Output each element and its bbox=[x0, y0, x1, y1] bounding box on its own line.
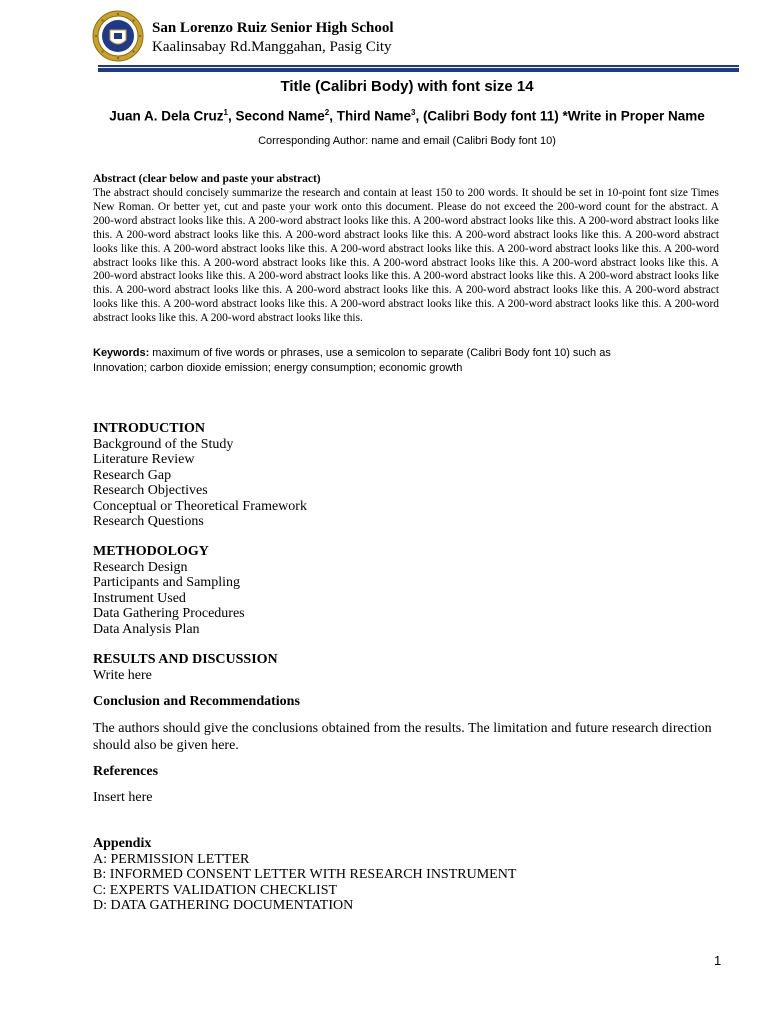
conclusion-text: The authors should give the conclusions obtained from the results. The limitation and future research direction should also be given here. bbox=[93, 721, 712, 753]
abstract-heading: Abstract (clear below and paste your abstract) bbox=[93, 173, 321, 185]
list-item: Background of the Study bbox=[93, 436, 234, 452]
document-header bbox=[92, 10, 394, 62]
school-name: San Lorenzo Ruiz Senior High School bbox=[152, 20, 394, 36]
abstract-body: The abstract should concisely summarize the research and contain at least 150 to 200 words. It should be set in 10-point font size Times New Roman. Or better yet, cut and paste your work onto this document. Please do not exceed the 200-word count for the abstract. A 200-word abstract looks like this. A 200-word abstract looks like this. A 200-word abstract looks like this. A 200-word abstract looks like this. A 200-word abstract looks like this. A 200-word abstract looks like this. A 200-word abstract looks like this. A 200-word abstract looks like this. A 200-word abstract looks like this. A 200-word abstract looks like this. A 200-word abstract looks like this. A 200-word abstract looks like this. A 200-word abstract looks like this. A 200-word abstract looks like this. A 200-word abstract looks like this. A 200-word abstract looks like this. A 200-word abstract looks like this. A 200-word abstract looks like this. A 200-word abstract looks like this. A 200-word abstract looks like this. A 200-word abstract looks like this. A 200-word abstract looks like this. A 200-word abstract looks like this. A 200-word abstract looks like this. A 200-word abstract looks like this. A 200-word abstract looks like this. A 200-word abstract looks like this. A 200-word abstract looks like this. bbox=[93, 187, 719, 325]
school-address: Kaalinsabay Rd.Manggahan, Pasig City bbox=[152, 39, 392, 55]
author-line bbox=[0, 108, 768, 124]
list-item: D: DATA GATHERING DOCUMENTATION bbox=[93, 898, 354, 913]
results-heading: RESULTS AND DISCUSSION bbox=[93, 652, 278, 667]
results-text: Write here bbox=[93, 667, 152, 683]
introduction-heading: INTRODUCTION bbox=[93, 421, 206, 436]
list-item: Research Objectives bbox=[93, 483, 208, 498]
school-info bbox=[152, 10, 394, 57]
header-rule-thick bbox=[98, 68, 739, 72]
author-3-affil: 3 bbox=[410, 108, 416, 117]
list-item: Research Design bbox=[93, 559, 188, 575]
keywords-line-1: maximum of five words or phrases, use a semicolon to separate (Calibri Body font 10) such as bbox=[149, 347, 611, 359]
author-2: , Second Name bbox=[227, 108, 325, 124]
author-2-affil: 2 bbox=[324, 108, 330, 117]
list-item: B: INFORMED CONSENT LETTER WITH RESEARCH INSTRUMENT bbox=[93, 867, 517, 882]
methodology-heading: METHODOLOGY bbox=[93, 544, 209, 559]
appendix-section bbox=[93, 836, 516, 914]
references-text: Insert here bbox=[93, 790, 153, 805]
author-note: , (Calibri Body font 11) *Write in Proper Name bbox=[415, 108, 705, 124]
list-item: Data Gathering Procedures bbox=[93, 606, 245, 621]
list-item: C: EXPERTS VALIDATION CHECKLIST bbox=[93, 882, 338, 898]
list-item: Participants and Sampling bbox=[93, 575, 240, 590]
appendix-heading: Appendix bbox=[93, 836, 152, 851]
references-heading: References bbox=[93, 764, 159, 779]
paper-title: Title (Calibri Body) with font size 14 bbox=[280, 78, 534, 95]
list-item: Literature Review bbox=[93, 452, 195, 467]
conclusion-heading: Conclusion and Recommendations bbox=[93, 694, 300, 709]
header-rule-thin bbox=[98, 65, 739, 67]
methodology-section bbox=[93, 544, 245, 637]
list-item: Conceptual or Theoretical Framework bbox=[93, 498, 307, 514]
page-number: 1 bbox=[714, 953, 722, 968]
list-item: Instrument Used bbox=[93, 590, 186, 606]
results-section bbox=[93, 652, 278, 683]
keywords-label: Keywords: bbox=[93, 347, 150, 359]
list-item: Data Analysis Plan bbox=[93, 621, 200, 637]
keywords bbox=[93, 346, 733, 376]
introduction-section bbox=[93, 421, 307, 530]
author-3: , Third Name bbox=[329, 108, 411, 124]
list-item: Research Gap bbox=[93, 467, 172, 483]
author-1: Juan A. Dela Cruz bbox=[109, 108, 224, 124]
list-item: A: PERMISSION LETTER bbox=[93, 851, 250, 867]
list-item: Research Questions bbox=[93, 514, 204, 529]
corresponding-author: Corresponding Author: name and email (Calibri Body font 10) bbox=[258, 135, 556, 147]
author-1-affil: 1 bbox=[223, 108, 228, 117]
school-seal-icon bbox=[92, 10, 144, 62]
keywords-line-2: Innovation; carbon dioxide emission; energy consumption; economic growth bbox=[93, 362, 463, 374]
